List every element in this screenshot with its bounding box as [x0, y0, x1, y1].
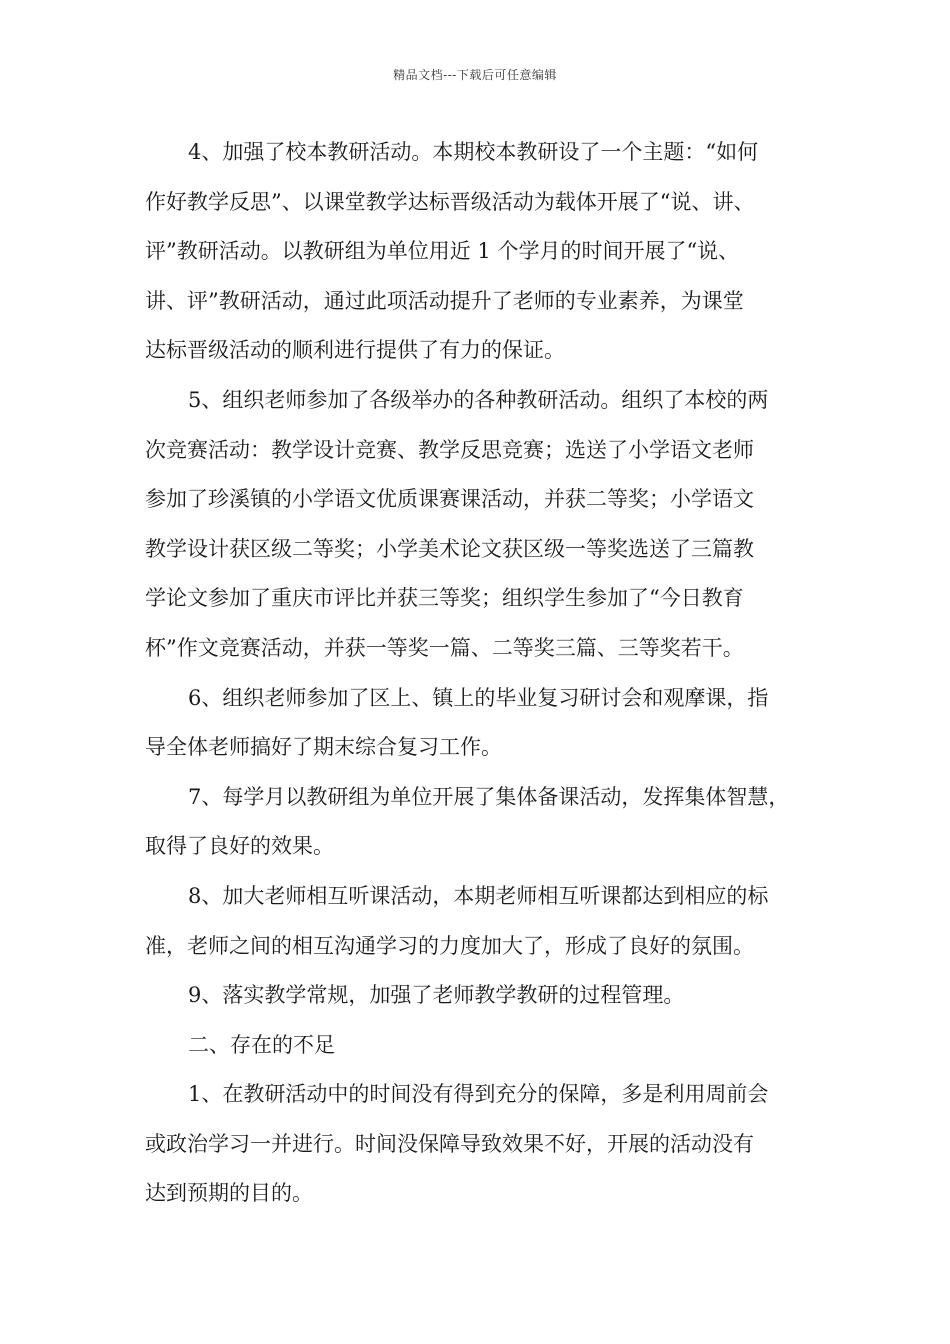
text-line: 6、组织老师参加了区上、镇上的毕业复习研讨会和观摩课，指: [188, 685, 769, 710]
text-line: 或政治学习一并进行。时间没保障导致效果不好，开展的活动没有: [145, 1131, 754, 1156]
paragraph-9: [145, 971, 810, 1021]
section-heading-shortcomings: [145, 1021, 810, 1071]
text-line: 达标晋级活动的顺利进行提供了有力的保证。: [145, 338, 565, 363]
paragraph-8: [145, 872, 810, 971]
section-heading: 二、存在的不足: [188, 1032, 335, 1057]
document-body: [145, 128, 810, 1219]
text-line: 讲、评”教研活动，通过此项活动提升了老师的专业素养，为课堂: [145, 288, 744, 313]
text-line: 杯”作文竞赛活动，并获一等奖一篇、二等奖三篇、三等奖若干。: [145, 635, 744, 660]
text-line: 次竞赛活动：教学设计竞赛、教学反思竞赛；选送了小学语文老师: [145, 437, 754, 462]
paragraph-7: [145, 773, 810, 872]
paragraph-5: [145, 376, 810, 674]
text-line: 取得了良好的效果。: [145, 834, 334, 859]
page-header: 精品文档---下载后可任意编辑: [393, 68, 557, 82]
text-line: 教学设计获区级二等奖；小学美术论文获区级一等奖选送了三篇教: [145, 536, 754, 561]
text-line: 1、在教研活动中的时间没有得到充分的保障，多是利用周前会: [188, 1082, 769, 1107]
text-line: 导全体老师搞好了期末综合复习工作。: [145, 735, 502, 760]
text-line: 7、每学月以教研组为单位开展了集体备课活动，发挥集体智慧，: [188, 784, 790, 809]
paragraph-shortcoming-1: [145, 1070, 810, 1219]
text-line: 学论文参加了重庆市评比并获三等奖；组织学生参加了“今日教育: [145, 586, 744, 611]
paragraph-6: [145, 674, 810, 773]
text-line: 4、加强了校本教研活动。本期校本教研设了一个主题：“如何: [188, 140, 759, 164]
text-line: 达到预期的目的。: [145, 1181, 313, 1206]
text-line: 评”教研活动。以教研组为单位用近 1 个学月的时间开展了“说、: [145, 239, 740, 264]
text-line: 5、组织老师参加了各级举办的各种教研活动。组织了本校的两: [188, 387, 769, 412]
text-line: 作好教学反思”、以课堂教学达标晋级活动为载体开展了“说、讲、: [145, 189, 755, 214]
paragraph-4: [145, 128, 810, 376]
text-line: 8、加大老师相互听课活动，本期老师相互听课都达到相应的标: [188, 883, 769, 908]
text-line: 准，老师之间的相互沟通学习的力度加大了，形成了良好的氛围。: [145, 933, 754, 958]
text-line: 9、落实教学常规，加强了老师教学教研的过程管理。: [188, 983, 685, 1008]
text-line: 参加了珍溪镇的小学语文优质课赛课活动，并获二等奖；小学语文: [145, 487, 754, 512]
